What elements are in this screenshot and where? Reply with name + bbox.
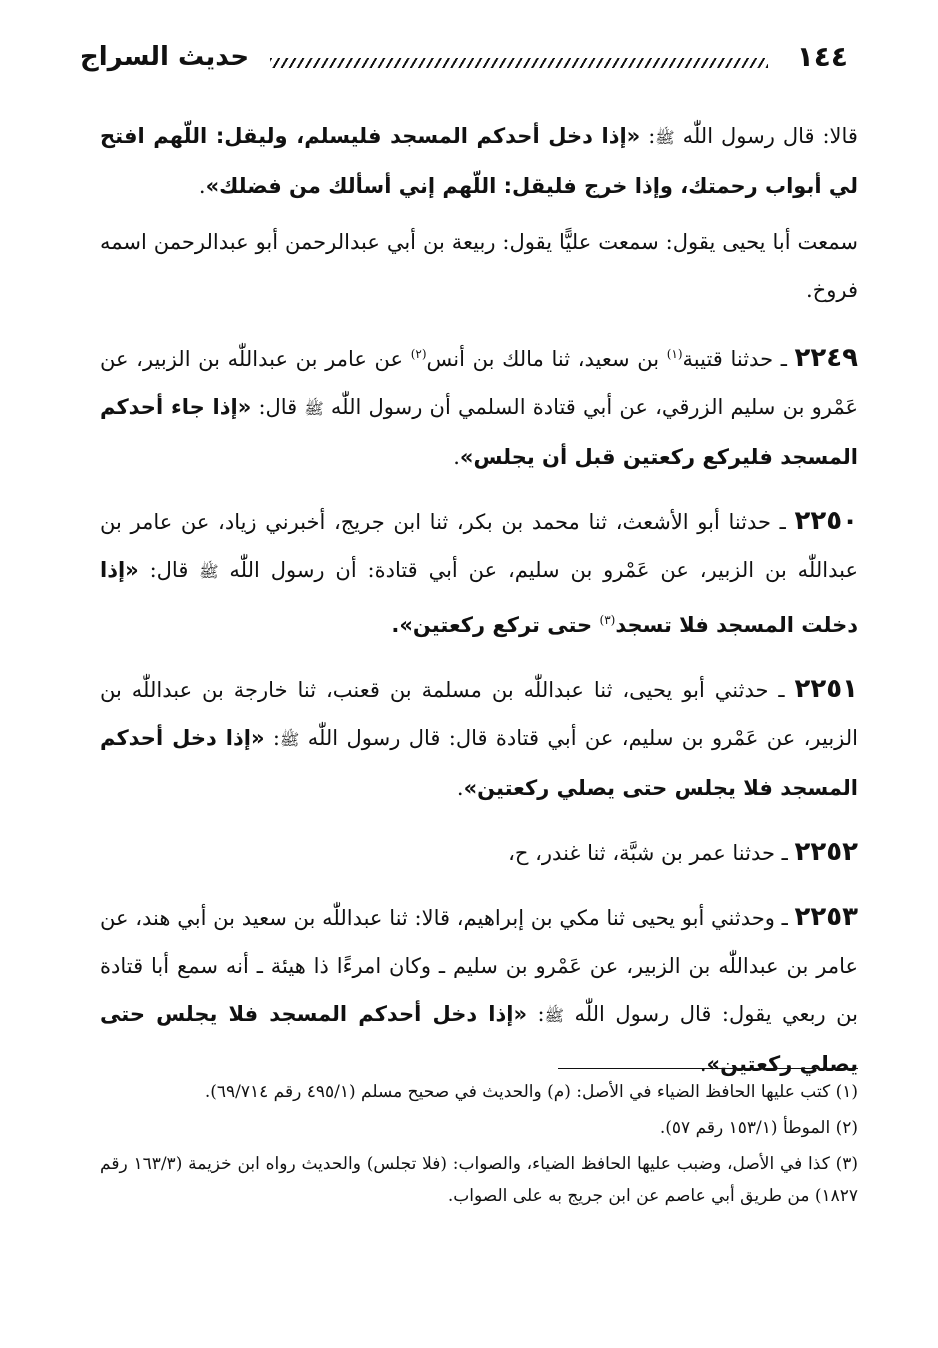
narration-text: قالا: قال رسول اللّٰه — [682, 124, 858, 148]
salawat-symbol: ﷺ — [199, 562, 219, 581]
footnote-ref: (١) — [666, 347, 683, 361]
hadith-number: ٢٢٥٢ — [794, 837, 858, 867]
prophetic-quote: «إذا دخل أحدكم المسجد فلا يجلس حتى يصلي ركعتين» — [100, 726, 858, 800]
punctuation: : — [640, 124, 656, 148]
footnote-separator — [558, 1068, 858, 1069]
punctuation: . — [453, 445, 460, 469]
hadith-2253 — [100, 893, 858, 1088]
prophetic-quote: «إذا دخل أحدكم المسجد فليسلم، وليقل: اللّهم افتح لي أبواب رحمتك، وإذا خرج فليقل: اللّهم إني أسألك من فضلك» — [100, 124, 858, 198]
isnad-text: قال: — [138, 558, 200, 582]
hadith-number: ٢٢٥٣ — [794, 902, 858, 932]
salawat-symbol: ﷺ — [655, 128, 675, 147]
hadith-number: ٢٢٥٠ — [794, 506, 858, 536]
punctuation: . — [198, 174, 206, 198]
isnad-text: عن عامر بن عبداللّٰه بن الزبير، عن عَمْرو بن سليم الزرقي، عن أبي قتادة السلمي أن رسول اللّٰه — [100, 347, 858, 419]
hadith-2252 — [100, 828, 858, 877]
salawat-symbol: ﷺ — [279, 730, 300, 749]
prophetic-quote: «إذا جاء أحدكم المسجد فليركع ركعتين قبل أن يجلس» — [100, 395, 858, 469]
main-text — [100, 112, 858, 1104]
isnad-text: بن سعيد، ثنا مالك بن أنس — [426, 347, 667, 371]
footnotes — [100, 1076, 858, 1216]
page-number: ١٤٤ — [796, 40, 848, 73]
isnad-text: ـ حدثني أبو يحيى، ثنا عبداللّٰه بن مسلمة بن قعنب، ثنا خارجة بن عبداللّٰه بن الزبير، عن عَمْرو بن سليم، عن أبي قتادة قال: قال رسول اللّٰه — [100, 678, 858, 750]
punctuation: : — [264, 726, 280, 750]
hadith-2249 — [100, 330, 858, 481]
footnote-ref: (٢) — [410, 347, 427, 361]
punctuation: : — [527, 1002, 545, 1026]
prophetic-quote: «إذا دخلت المسجد فلا تسجد — [100, 558, 858, 637]
punctuation: . — [699, 1052, 707, 1076]
footnote-2: (٢) الموطأ (١٥٣/١ رقم ٥٧). — [659, 1118, 858, 1138]
isnad-text: ـ حدثنا عمر بن شبَّة، ثنا غندر، ح، — [508, 841, 788, 865]
salawat-symbol: ﷺ — [304, 399, 324, 418]
prophetic-quote-end: حتى تركع ركعتين». — [391, 613, 600, 637]
footnote-ref: (٣) — [599, 613, 616, 627]
hadith-continuation — [100, 112, 858, 210]
prophetic-quote: «إذا دخل أحدكم المسجد فلا يجلس حتى يصلي ركعتين» — [100, 1002, 858, 1076]
running-title: حديث السراج — [80, 42, 250, 72]
page-header — [80, 40, 848, 84]
isnad-text: ـ وحدثني أبو يحيى ثنا مكي بن إبراهيم، قالا: ثنا عبداللّٰه بن سعيد بن أبي هند، عن عامر بن عبداللّٰه بن الزبير، عن عَمْرو بن سليم ـ وكان امرءًا ذا هيئة ـ أنه سمع أبا قتادة بن ربعي يقول: قال رسول اللّٰه — [100, 906, 858, 1026]
punctuation: . — [456, 776, 464, 800]
narrator-note: سمعت أبا يحيى يقول: سمعت عليًّا يقول: ربيعة بن أبي عبدالرحمن أبو عبدالرحمن اسمه فروخ. — [100, 230, 858, 302]
hadith-2251 — [100, 665, 858, 812]
isnad-text: ـ حدثنا أبو الأشعث، ثنا محمد بن بكر، ثنا ابن جريج، أخبرني زياد، عن عامر بن عبداللّٰه بن الزبير، عن عَمْرو بن سليم، عن أبي قتادة: أن رسول اللّٰه — [100, 510, 858, 582]
isnad-text: قال: — [251, 395, 305, 419]
hadith-number: ٢٢٤٩ — [794, 343, 858, 373]
footnote-1: (١) كتب عليها الحافظ الضياء في الأصل: (م) والحديث في صحيح مسلم (٤٩٥/١ رقم ٦٩/٧١٤). — [204, 1082, 858, 1102]
hadith-2250 — [100, 497, 858, 649]
footnote-3: (٣) كذا في الأصل، وضبب عليها الحافظ الضياء، والصواب: (فلا تجلس) والحديث رواه ابن خزيمة (١٦٣/٣ رقم ١٨٢٧) من طريق أبي عاصم عن ابن جريج به على الصواب. — [100, 1154, 858, 1206]
hadith-number: ٢٢٥١ — [794, 674, 858, 704]
salawat-symbol: ﷺ — [544, 1006, 564, 1025]
header-ornament-rule — [270, 58, 768, 68]
isnad-text: ـ حدثنا قتيبة — [682, 347, 787, 371]
